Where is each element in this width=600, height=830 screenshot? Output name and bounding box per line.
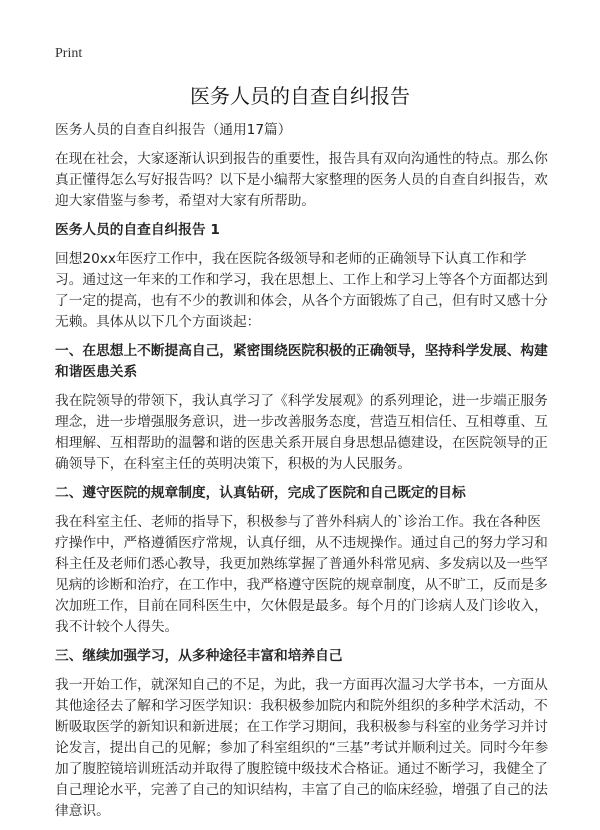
paragraph: 我在科室主任、老师的指导下，积极参与了普外科病人的`诊治工作。我在各种医疗操作中，严格遵循医疗常规，认真仔细，从不违规操作。通过自己的努力学习和科主任及老师们悉心教导，我更加熟练掌握了普通外科常见病、多发病以及一些罕见病的诊断和治疗，在工作中，我严格遵守医院的规章制度，从不旷工，反而是多次加班工作，目前在同科医生中，欠休假是最多。每个月的门诊病人及门诊收入，我不计较个人得失。: [55, 514, 548, 635]
paragraph: 我一开始工作，就深知自己的不足，为此，我一方面再次温习大学书本，一方面从其他途径去了解和学习医学知识：我积极参加院内和院外组织的多种学术活动，不断吸取医学的新知识和新进展；在工作学习期间，我积极参与科室的业务学习并讨论发言，提出自己的见解；参加了科室组织的“三基”考试并顺利过关。同时今年参加了腹腔镜培训班活动并取得了腹腔镜中级技术合格证。通过不断学习，我健全了自己理论水平，完善了自己的知识结构，丰富了自己的临床经验，增强了自己的法律意识。: [55, 677, 549, 819]
page-title: 医务人员的自查自纠报告: [190, 84, 410, 108]
paragraph: 回想20xx年医疗工作中，我在医院各级领导和老师的正确领导下认真工作和学习。通过这一年来的工作和学习，我在思想上、工作上和学习上等各个方面都达到了一定的提高，也有不少的教训和体会，从各个方面锻炼了自己，但有时又感十分无赖。具体从以下几个方面谈起：: [55, 251, 548, 330]
print-link[interactable]: Print: [55, 46, 83, 61]
heading: 二、遵守医院的规章制度，认真钻研，完成了医院和自己既定的目标: [55, 485, 466, 501]
heading: 一、在思想上不断提高自己，紧密围绕医院积极的正确领导，坚持科学发展、构建和谐医患关系: [55, 343, 548, 380]
intro-paragraph: 在现在社会，大家逐渐认识到报告的重要性，报告具有双向沟通性的特点。那么你真正懂得怎么写好报告吗？以下是小编帮大家整理的医务人员的自查自纠报告，欢迎大家借鉴与参考，希望对大家有所帮助。: [55, 151, 548, 209]
document-body: [55, 120, 553, 830]
document-subtitle: 医务人员的自查自纠报告（通用17篇）: [55, 122, 292, 138]
heading: 三、继续加强学习，从多种途径丰富和培养自己: [55, 648, 343, 664]
section-title: 医务人员的自查自纠报告 1: [55, 222, 220, 238]
paragraph: 我在院领导的带领下，我认真学习了《科学发展观》的系列理论，进一步端正服务理念，进一步增强服务意识，进一步改善服务态度，营造互相信任、互相尊重、互相理解、互相帮助的温馨和谐的医患关系开展自身思想品德建设，在医院领导的正确领导下，在科室主任的英明决策下，积极的为人民服务。: [55, 393, 548, 472]
